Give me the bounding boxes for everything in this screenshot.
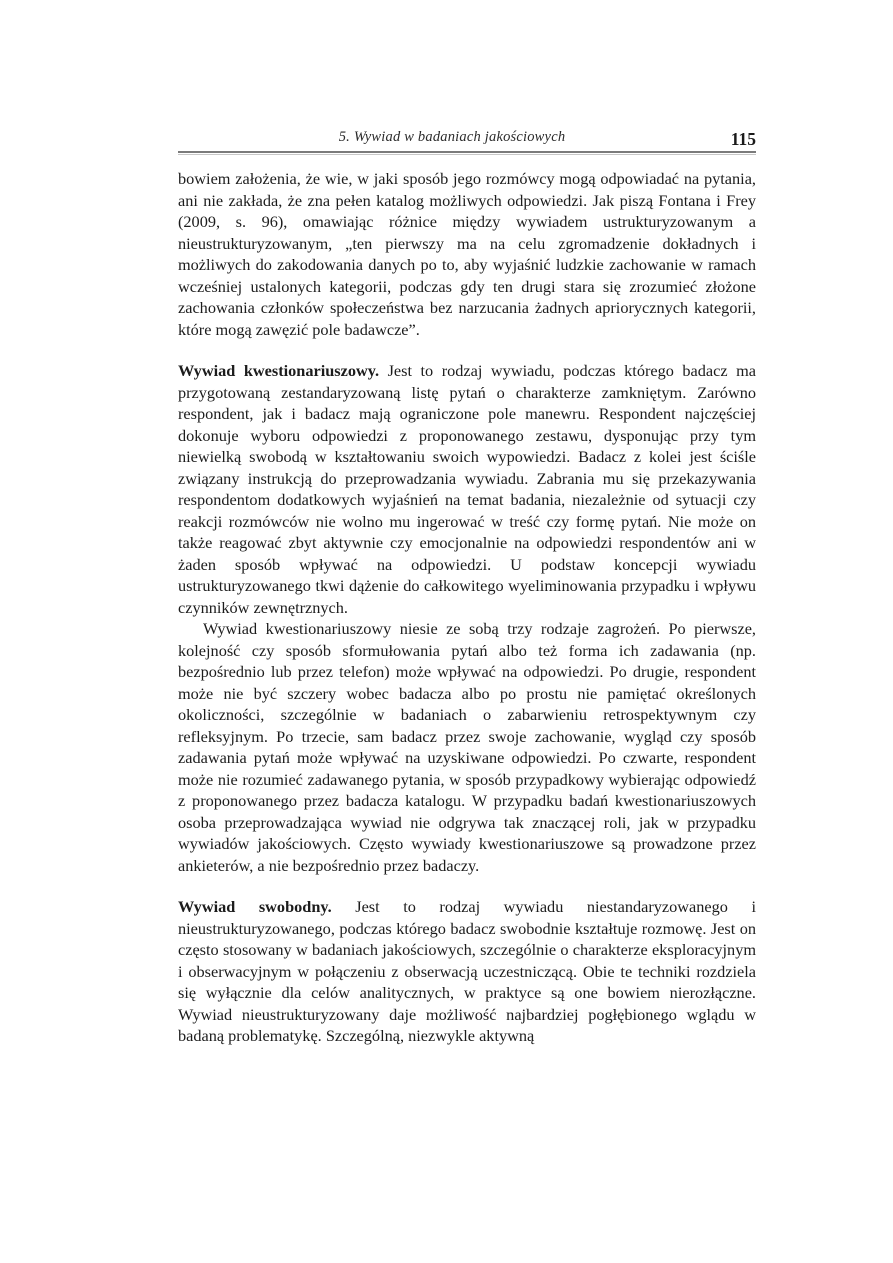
- text-column: [178, 124, 756, 1047]
- header-rule: [178, 151, 756, 155]
- running-head-chapter-title: 5. Wywiad w badaniach jakościowych: [338, 129, 566, 145]
- paragraph-zagrozenia: [178, 618, 756, 876]
- page-number: 115: [730, 128, 756, 149]
- paragraph-text: Wywiad kwestionariuszowy niesie ze sobą trzy rodzaje zagrożeń. Po pierwsze, kolejność czy sposób sformułowania pytań albo też forma ich zadawania (np. bezpośrednio lub przez telefon) może wpływać na odpowiedzi. Po drugie, respondent może nie być szczery wobec badacza albo po prostu nie pamiętać określonych okoliczności, szczególnie w badaniach o zabarwieniu retrospektywnym czy refleksyjnym. Po trzecie, sam badacz przez swoje zachowanie, wygląd czy sposób zadawania pytań może wpływać na uzyskiwane odpowiedzi. Po czwarte, respondent może nie rozumieć zadawanego pytania, w sposób przypadkowy wybierając odpowiedź z proponowanego przez badacza katalogu. W przypadku badań kwestionariuszowych osoba przeprowadzająca wywiad nie odgrywa tak znaczącej roli, jak w przypadku wywiadów jakościowych. Często wywiady kwestionariuszowe są prowadzone przez ankieterów, a nie bezpośrednio przez badaczy.: [178, 619, 756, 875]
- paragraph-wywiad-swobodny: [178, 896, 756, 1047]
- paragraph-text: bowiem założenia, że wie, w jaki sposób jego rozmówcy mogą odpowiadać na pytania, ani nie zakłada, że zna pełen katalog możliwych odpowiedzi. Jak piszą Fontana i Frey (2009, s. 96), omawiając różnice między wywiadem ustrukturyzowanym a nieustrukturyzowanym, „ten pierwszy ma na celu zgromadzenie dokładnych i możliwych do zakodowania danych po to, aby wyjaśnić ludzkie zachowanie w ramach wcześniej ustalonych kategorii, podczas gdy ten drugi stara się zrozumieć złożone zachowania członków społeczeństwa bez narzucania żadnych apriorycznych kategorii, które mogą zawęzić pole badawcze”.: [178, 169, 756, 339]
- paragraph-text: Jest to rodzaj wywiadu niestandaryzowanego i nieustrukturyzowanego, podczas którego badacz swobodnie kształtuje rozmowę. Jest on często stosowany w badaniach jakościowych, szczególnie o charakterze eksploracyjnym i obserwacyjnym w połączeniu z obserwacją uczestniczącą. Obie te techniki rozdziela się wyłącznie dla celów analitycznych, w praktyce są one bowiem nierozłączne. Wywiad nieustrukturyzowany daje możliwość najbardziej pogłębionego wglądu w badaną problematykę. Szczególną, niezwykle aktywną: [178, 897, 757, 1045]
- paragraph-lead: Wywiad kwestionariuszowy.: [178, 361, 380, 380]
- page-body: [178, 168, 756, 1047]
- paragraph-wywiad-kwestionariuszowy: [178, 360, 756, 618]
- paragraph-text: Jest to rodzaj wywiadu, podczas którego badacz ma przygotowaną zestandaryzowaną listę pytań o charakterze zamkniętym. Zarówno respondent, jak i badacz mają ograniczone pole manewru. Respondent najczęściej dokonuje wyboru odpowiedzi z proponowanego zestawu, dysponując przy tym niewielką swobodą w kształtowaniu swoich wypowiedzi. Badacz z kolei jest ściśle związany instrukcją do przeprowadzania wywiadu. Zabrania mu się przekazywania respondentom dodatkowych wyjaśnień na temat badania, niezależnie od sytuacji czy reakcji rozmówców nie wolno mu ingerować w treść czy formę pytań. Nie może on także reagować zbyt aktywnie czy emocjonalnie na odpowiedzi respondentów ani w żaden sposób wpływać na odpowiedzi. U podstaw koncepcji wywiadu ustrukturyzowanego tkwi dążenie do całkowitego wyeliminowania przypadku i wpływu czynników zewnętrznych.: [178, 361, 757, 617]
- page-header: [178, 124, 756, 148]
- paragraph-lead: Wywiad swobodny.: [178, 897, 332, 916]
- paragraph-continuation: [178, 168, 756, 340]
